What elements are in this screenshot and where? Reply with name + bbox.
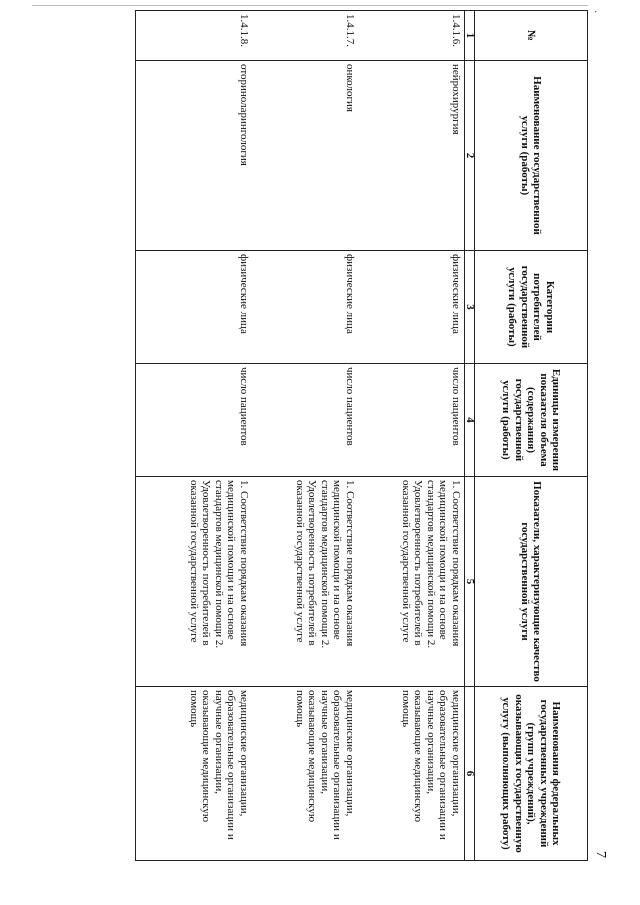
speck: ·	[589, 10, 600, 14]
institutions: медицинские организации, образовательные организации и научные организации, оказывающие медицинскую помощь	[136, 687, 253, 861]
service-name: оториноларингология	[136, 61, 253, 251]
unit: число пациентов	[252, 364, 358, 477]
column-number: 4	[465, 364, 475, 477]
header-quality: Показатели, характеризующие качество государственной услуги	[475, 477, 588, 687]
unit: число пациентов	[136, 364, 253, 477]
institutions: медицинские организации, образовательные организации и научные организации, оказывающие медицинскую помощь	[252, 687, 358, 861]
row-number: 1.4.1.7.	[252, 11, 358, 61]
column-number: 1	[465, 11, 475, 61]
row-number: 1.4.1.6.	[358, 11, 465, 61]
institutions: медицинские организации, образовательные организации и научные организации, оказывающие медицинскую помощь	[358, 687, 465, 861]
consumers: физические лица	[136, 251, 253, 364]
margin-line	[32, 5, 588, 6]
rotated-page	[40, 5, 608, 875]
header-service-name: Наименование государственной услуги (работы)	[475, 61, 588, 251]
service-name: нейрохирургия	[358, 61, 465, 251]
table-row	[252, 11, 358, 861]
header-number: №	[475, 11, 588, 61]
service-name: онкология	[252, 61, 358, 251]
quality-indicators: 1. Соответствие порядкам оказания медицинской помощи и на основе стандартов медицинской помощи 2. Удовлетворенность потребителей в оказанной государственной услуге	[252, 477, 358, 687]
services-table	[135, 10, 588, 861]
table-row	[358, 11, 465, 861]
unit: число пациентов	[358, 364, 465, 477]
column-number: 2	[465, 61, 475, 251]
page-number: 7	[593, 851, 608, 858]
consumers: физические лица	[252, 251, 358, 364]
consumers: физические лица	[358, 251, 465, 364]
column-number: 5	[465, 477, 475, 687]
column-numbers-row	[465, 11, 475, 861]
quality-indicators: 1. Соответствие порядкам оказания медицинской помощи и на основе стандартов медицинской помощи 2. Удовлетворенность потребителей в оказанной государственной услуге	[358, 477, 465, 687]
header-consumers: Категории потребителей государственной услуги (работы)	[475, 251, 588, 364]
column-number: 6	[465, 687, 475, 861]
header-row	[475, 11, 588, 861]
column-number: 3	[465, 251, 475, 364]
quality-indicators: 1. Соответствие порядкам оказания медицинской помощи и на основе стандартов медицинской помощи 2. Удовлетворенность потребителей в оказанной государственной услуге	[136, 477, 253, 687]
header-unit: Единицы измерения показателя объема (содержания) государственной услуги (работы)	[475, 364, 588, 477]
header-institutions: Наименования федеральных государственных учреждений (групп учреждений), оказывающих государственную услугу (выполняющих работу)	[475, 687, 588, 861]
row-number: 1.4.1.8.	[136, 11, 253, 61]
table-row	[136, 11, 253, 861]
